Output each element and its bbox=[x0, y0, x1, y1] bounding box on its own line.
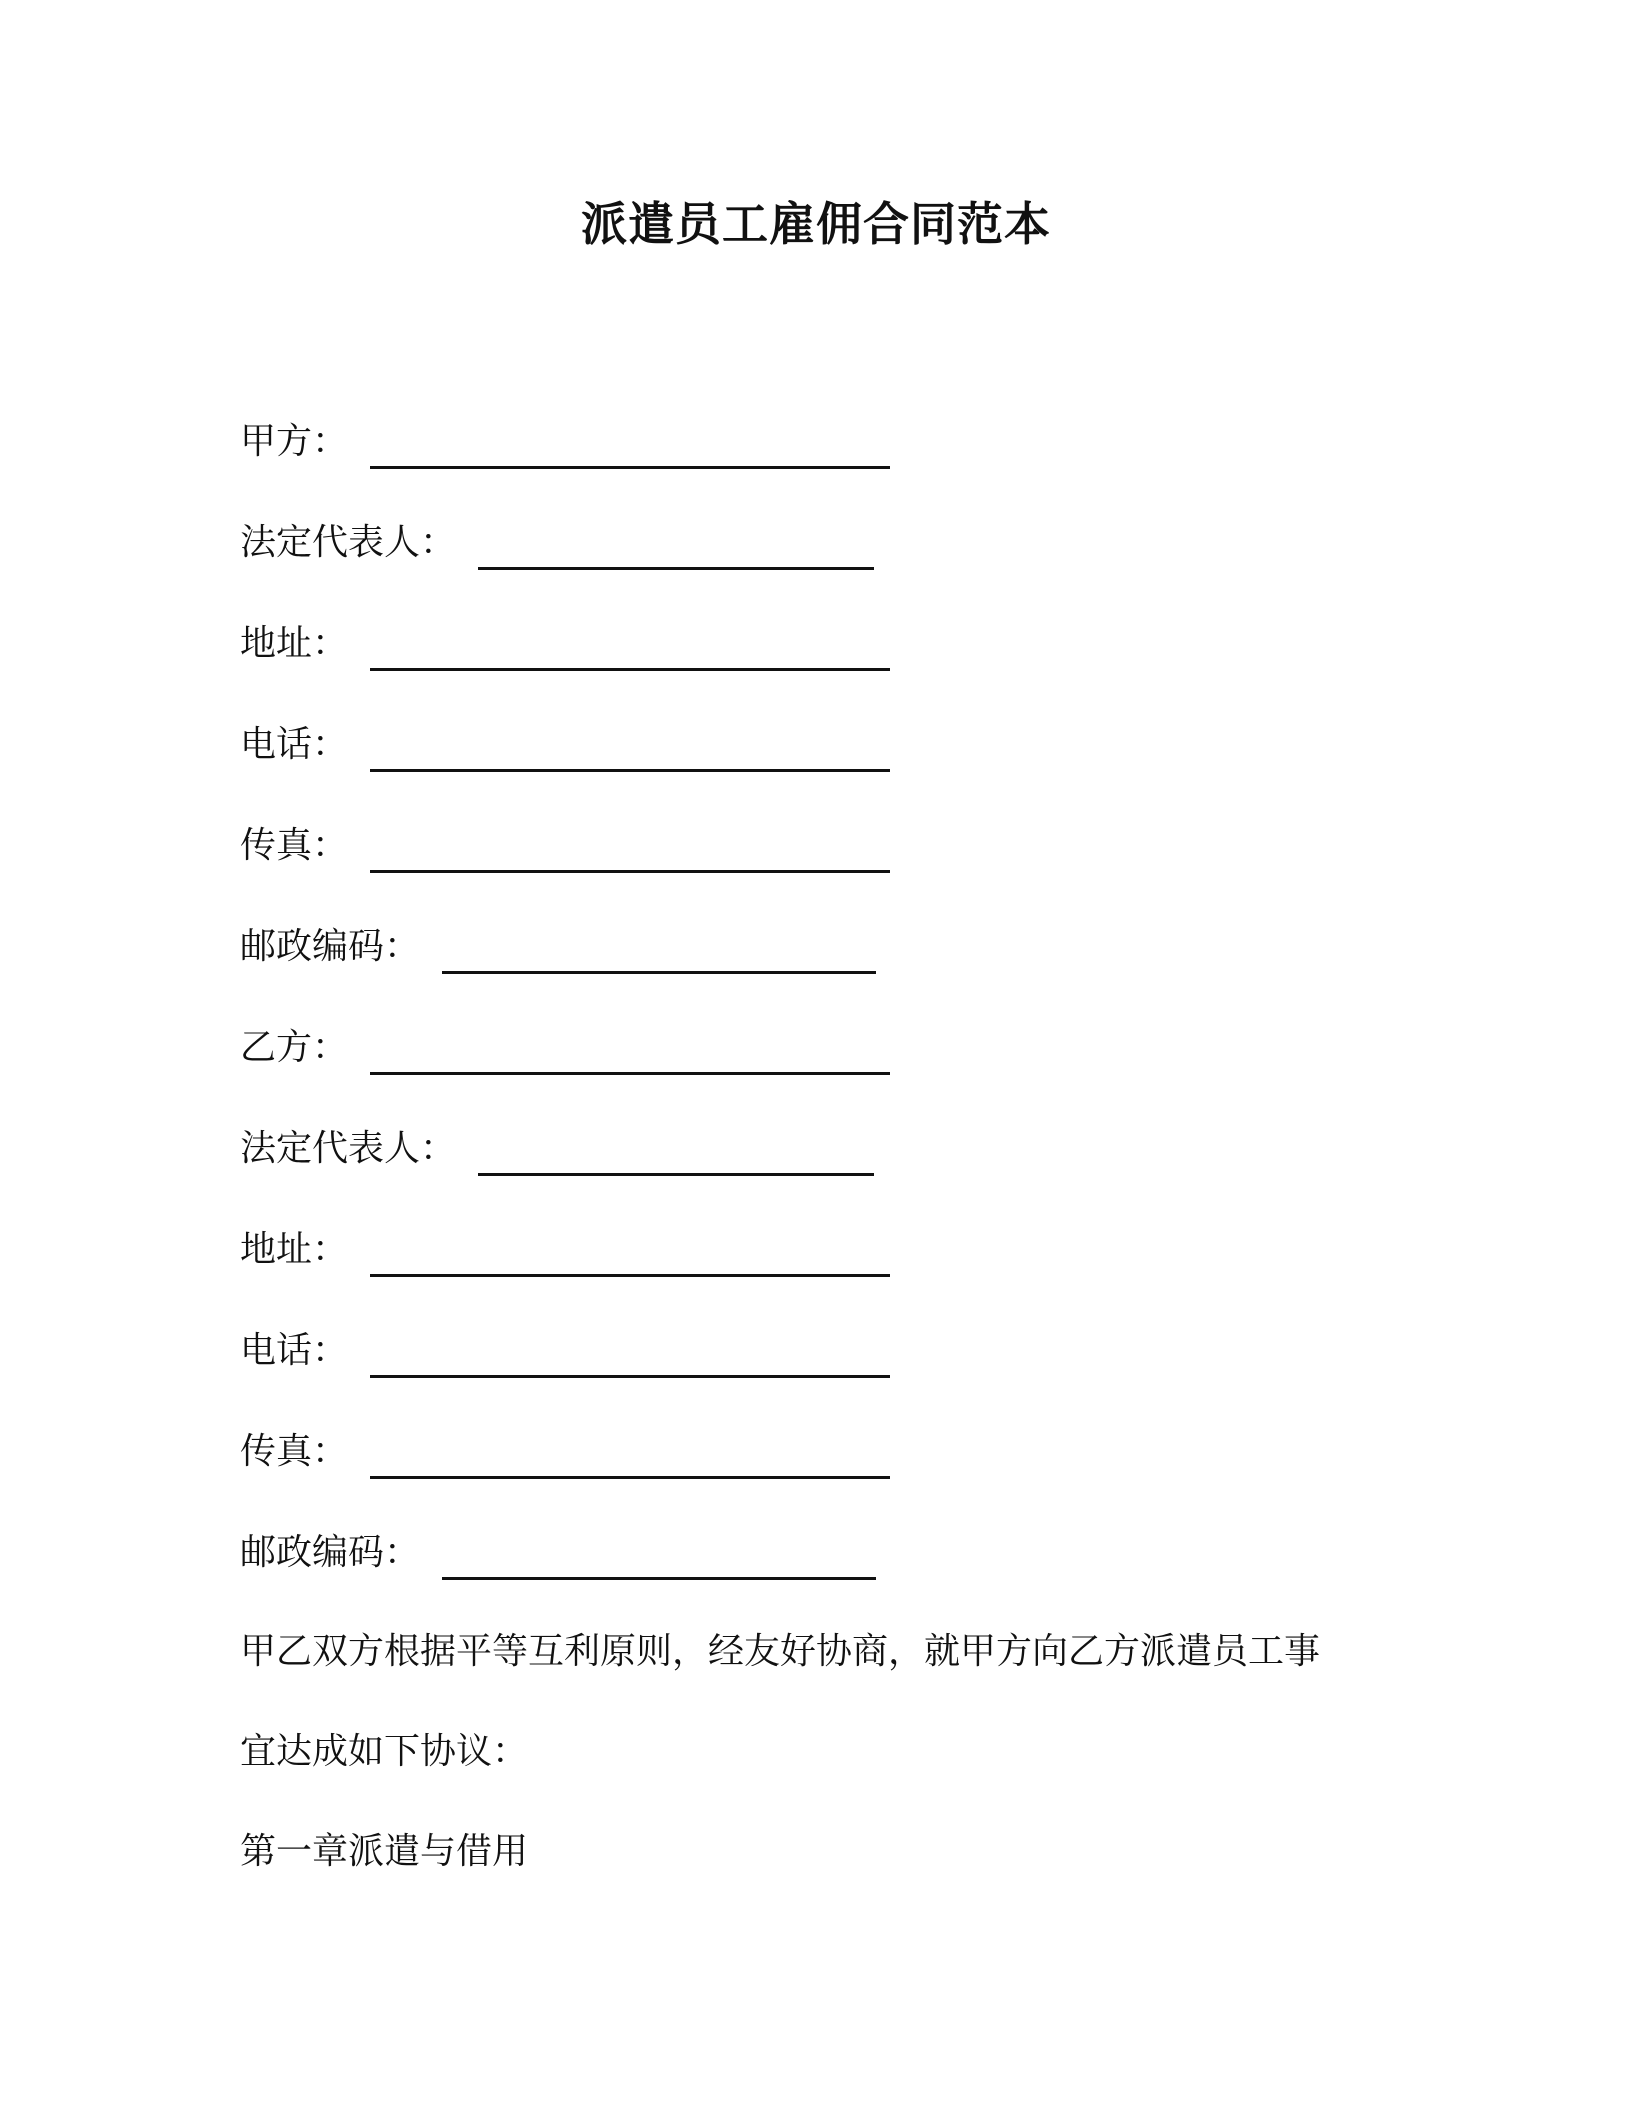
field-colon: ： bbox=[312, 1330, 349, 1371]
fill-in-blank[interactable] bbox=[442, 919, 876, 974]
field-colon: ： bbox=[312, 1027, 349, 1068]
field-label: 电话 bbox=[240, 1330, 313, 1371]
field-label: 甲方 bbox=[240, 421, 313, 462]
fill-in-blank[interactable] bbox=[442, 1525, 876, 1580]
field-label: 地址 bbox=[240, 623, 313, 664]
agreement-paragraph-line-1: 甲乙双方根据平等互利原则，经友好协商，就甲方向乙方派遣员工事 bbox=[240, 1631, 1321, 1672]
fill-in-blank[interactable] bbox=[370, 414, 890, 469]
field-colon: ： bbox=[420, 1128, 457, 1169]
field-label: 邮政编码 bbox=[240, 926, 385, 967]
field-row-party-b-phone bbox=[240, 1323, 1440, 1424]
field-label: 邮政编码 bbox=[240, 1532, 385, 1573]
field-label: 地址 bbox=[240, 1229, 313, 1270]
field-row-party-a-postcode bbox=[240, 919, 1440, 1020]
field-row-party-b-fax bbox=[240, 1424, 1440, 1525]
fill-in-blank[interactable] bbox=[478, 1121, 874, 1176]
field-colon: ： bbox=[420, 522, 457, 563]
field-row-party-b bbox=[240, 1020, 1440, 1121]
field-label: 电话 bbox=[240, 724, 313, 765]
field-colon: ： bbox=[312, 1431, 349, 1472]
field-colon: ： bbox=[384, 1532, 421, 1573]
field-colon: ： bbox=[312, 623, 349, 664]
field-label: 法定代表人 bbox=[240, 522, 421, 563]
fill-in-blank[interactable] bbox=[370, 818, 890, 873]
field-row-party-b-legal-rep bbox=[240, 1121, 1440, 1222]
field-colon: ： bbox=[312, 825, 349, 866]
fill-in-blank[interactable] bbox=[370, 1323, 890, 1378]
fill-in-blank[interactable] bbox=[370, 1424, 890, 1479]
field-row-party-a-phone bbox=[240, 717, 1440, 818]
field-row-party-a-legal-rep bbox=[240, 515, 1440, 616]
field-colon: ： bbox=[384, 926, 421, 967]
fill-in-blank[interactable] bbox=[370, 616, 890, 671]
field-row-party-b-postcode bbox=[240, 1525, 1440, 1626]
field-colon: ： bbox=[312, 421, 349, 462]
field-label: 法定代表人 bbox=[240, 1128, 421, 1169]
fill-in-blank[interactable] bbox=[370, 1222, 890, 1277]
field-colon: ： bbox=[312, 724, 349, 765]
fill-in-blank[interactable] bbox=[478, 515, 874, 570]
fill-in-blank[interactable] bbox=[370, 1020, 890, 1075]
agreement-paragraph-line-2: 宜达成如下协议： bbox=[240, 1731, 529, 1772]
field-row-party-b-address bbox=[240, 1222, 1440, 1323]
field-colon: ： bbox=[312, 1229, 349, 1270]
field-label: 乙方 bbox=[240, 1027, 313, 1068]
fill-in-blank[interactable] bbox=[370, 717, 890, 772]
field-row-party-a bbox=[240, 414, 1440, 515]
field-label: 传真 bbox=[240, 825, 313, 866]
party-info-fields bbox=[240, 414, 1440, 1626]
field-label: 传真 bbox=[240, 1431, 313, 1472]
chapter-heading: 第一章派遣与借用 bbox=[240, 1831, 529, 1872]
document-title: 派遣员工雇佣合同范本 bbox=[581, 197, 1051, 251]
field-row-party-a-fax bbox=[240, 818, 1440, 919]
field-row-party-a-address bbox=[240, 616, 1440, 717]
